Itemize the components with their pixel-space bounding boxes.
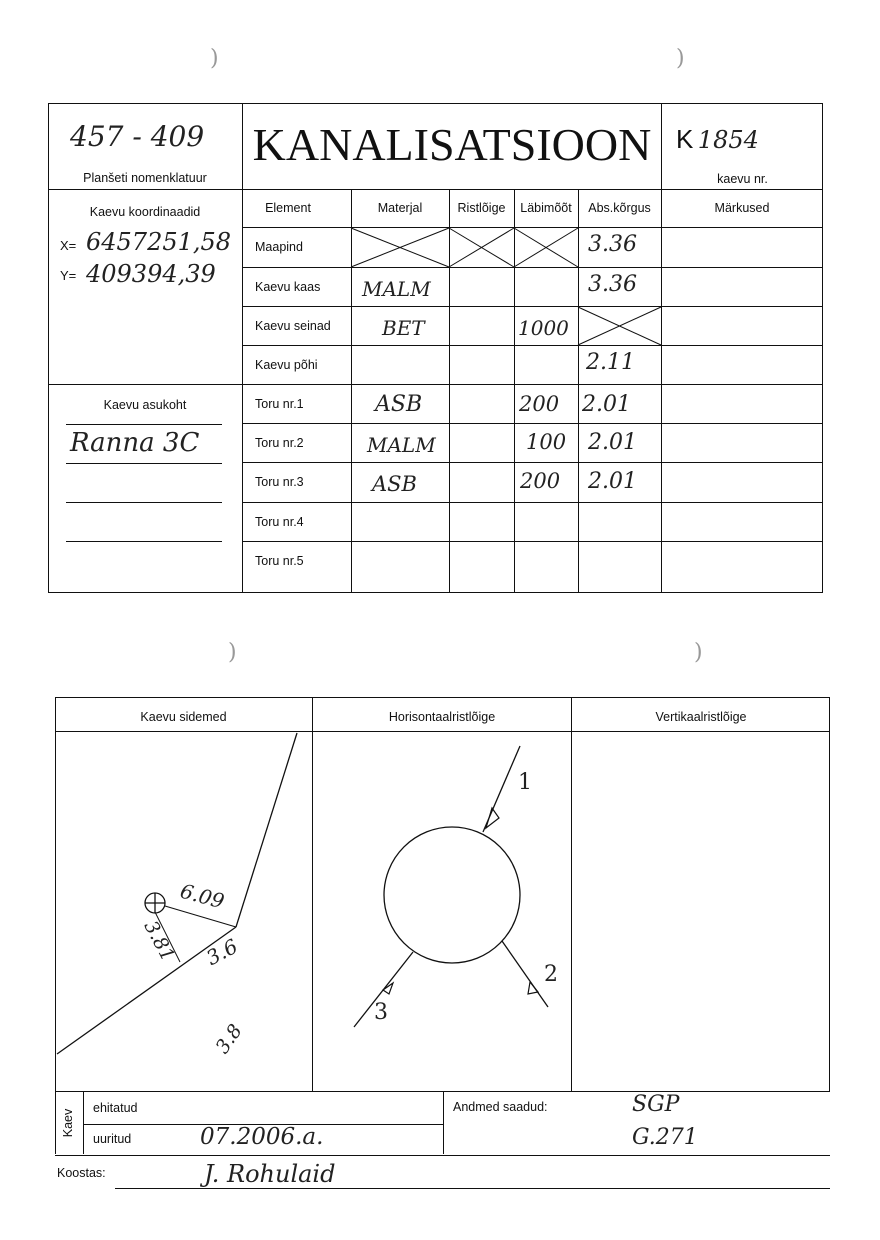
nomenclature-value: 457 - 409 xyxy=(70,120,205,153)
cell-walls-material: BET xyxy=(382,316,425,340)
col-cross-section: Ristlõige xyxy=(457,201,506,215)
data-source-label: Andmed saadud: xyxy=(453,1100,548,1114)
cell-bottom-abs: 2.11 xyxy=(586,350,635,375)
tie-distance-4: 3.8 xyxy=(211,1020,247,1058)
cell-pipe1-diameter: 200 xyxy=(519,392,560,416)
cell-ground-abs: 3.36 xyxy=(588,232,637,257)
tie-distance-2: 3.81 xyxy=(139,917,179,965)
well-number-label: kaevu nr. xyxy=(717,172,768,186)
horizontal-section-header: Horisontaalristlõige xyxy=(388,710,496,724)
punch-mark-1: ) xyxy=(210,46,219,71)
col-diameter: Läbimõõt xyxy=(520,201,572,215)
pipe-label-3: 3 xyxy=(374,1000,388,1025)
vertical-section-header: Vertikaalristlõige xyxy=(655,710,747,724)
nomenclature-label: Planšeti nomenklatuur xyxy=(83,171,207,185)
pipe-label-1: 1 xyxy=(518,770,532,795)
cell-pipe3-abs: 2.01 xyxy=(588,469,637,494)
row-label-pipe-3: Toru nr.3 xyxy=(255,475,304,489)
col-notes: Märkused xyxy=(714,201,770,215)
location-label: Kaevu asukoht xyxy=(103,398,187,412)
row-label-walls: Kaevu seinad xyxy=(255,319,331,333)
cell-cover-abs: 3.36 xyxy=(588,272,637,297)
cell-pipe2-diameter: 100 xyxy=(526,430,567,454)
compiled-label: Koostas: xyxy=(57,1166,106,1180)
cell-walls-diameter: 1000 xyxy=(518,316,569,340)
col-abs-height: Abs.kõrgus xyxy=(588,201,651,215)
surveyed-value: 07.2006.a. xyxy=(200,1124,324,1150)
row-label-pipe-2: Toru nr.2 xyxy=(255,436,304,450)
cell-pipe3-material: ASB xyxy=(372,472,417,496)
location-value: Ranna 3C xyxy=(70,428,200,458)
compiled-value: J. Rohulaid xyxy=(204,1160,336,1188)
row-label-ground: Maapind xyxy=(255,240,303,254)
ties-header: Kaevu sidemed xyxy=(140,710,227,724)
cell-cover-material: MALM xyxy=(362,277,431,301)
tie-distance-3: 3.6 xyxy=(202,933,242,971)
cell-pipe2-abs: 2.01 xyxy=(588,430,637,455)
row-label-pipe-4: Toru nr.4 xyxy=(255,515,304,529)
coordinates-label: Kaevu koordinaadid xyxy=(89,205,201,219)
punch-mark-2: ) xyxy=(676,46,685,71)
built-label: ehitatud xyxy=(93,1101,138,1115)
x-label: X= xyxy=(60,238,77,253)
data-source-value-1: SGP xyxy=(632,1092,680,1117)
row-label-pipe-5: Toru nr.5 xyxy=(255,554,304,568)
x-coordinate: 6457251,58 xyxy=(86,228,232,256)
cell-pipe3-diameter: 200 xyxy=(520,469,561,493)
row-label-bottom: Kaevu põhi xyxy=(255,358,318,372)
well-section-circle xyxy=(384,827,520,963)
row-label-pipe-1: Toru nr.1 xyxy=(255,397,304,411)
well-prefix: K xyxy=(676,124,694,154)
form-title: KANALISATSIOON xyxy=(252,119,652,170)
row-label-cover: Kaevu kaas xyxy=(255,280,321,294)
kaev-label: Kaev xyxy=(61,1108,75,1138)
tie-distance-1: 6.09 xyxy=(177,878,227,914)
cell-pipe2-material: MALM xyxy=(367,433,436,457)
col-element: Element xyxy=(265,201,311,215)
col-material: Materjal xyxy=(377,201,423,215)
punch-mark-3: ) xyxy=(228,640,237,665)
well-number: 1854 xyxy=(697,126,759,154)
punch-mark-4: ) xyxy=(694,640,703,665)
data-source-value-2: G.271 xyxy=(632,1125,698,1150)
y-coordinate: 409394,39 xyxy=(86,260,216,288)
y-label: Y= xyxy=(60,268,77,283)
cell-pipe1-abs: 2.01 xyxy=(582,392,631,417)
cell-pipe1-material: ASB xyxy=(375,392,423,417)
surveyed-label: uuritud xyxy=(93,1132,132,1146)
pipe-label-2: 2 xyxy=(544,962,558,987)
